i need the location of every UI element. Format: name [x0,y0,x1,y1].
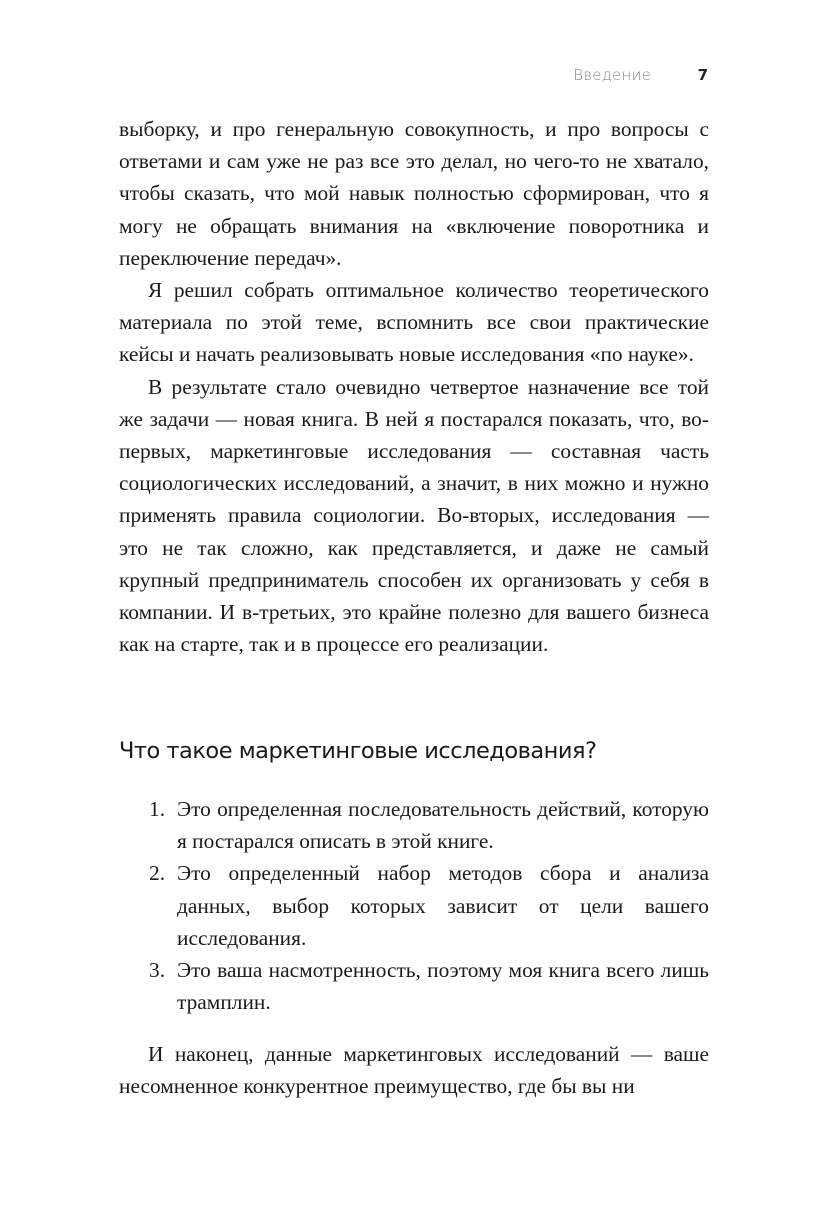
list-item-text: Это ваша насмотренность, поэтому моя книга всего лишь трамплин. [177,958,709,1015]
list-item-text: Это определенный набор методов сбора и анализа данных, выбор которых зависит от цели вашего исследования. [177,861,709,950]
running-header-section-title: Введение [573,66,651,84]
list-item-number: 2. [149,861,166,886]
numbered-list [119,793,709,1018]
list-item [119,857,709,954]
running-header [119,66,709,88]
list-item-text: Это определенная последовательность действий, которую я постарался описать в этой книге. [177,797,709,854]
list-item [119,954,709,1018]
section-heading: Что такое маркетинговые исследования? [119,738,597,764]
body-text [119,113,709,660]
paragraph-continued: выборку, и про генеральную совокупность, и про вопросы с ответами и сам уже не раз все это делал, но чего-то не хватало, чтобы сказать, что мой навык полностью сформирован, что я могу не обращать внимания на «включение поворотника и переключение передач». [119,117,709,270]
page-number: 7 [697,66,708,84]
closing-paragraph: И наконец, данные маркетинговых исследований — ваше несомненное конкурентное преимущество, где бы вы ни [119,1042,709,1099]
paragraph: Я решил собрать оптимальное количество теоретического материала по этой теме, вспомнить все свои практические кейсы и начать реализовывать новые исследования «по науке». [119,278,709,367]
paragraph: В результате стало очевидно четвертое назначение все той же задачи — новая книга. В ней я постарался показать, что, во-первых, маркетинговые исследования — составная часть социологических исследований, а значит, в них можно и нужно применять правила социологии. Во-вторых, исследования — это не так сложно, как представляется, и даже не самый крупный предприниматель способен их организовать у себя в компании. И в-третьих, это крайне полезно для вашего бизнеса как на старте, так и в процессе его реализации. [119,374,709,657]
list-item-number: 3. [149,958,166,983]
book-page [119,0,709,1217]
list-item-number: 1. [149,797,166,821]
list-item [119,793,709,857]
closing-text [119,1038,709,1102]
